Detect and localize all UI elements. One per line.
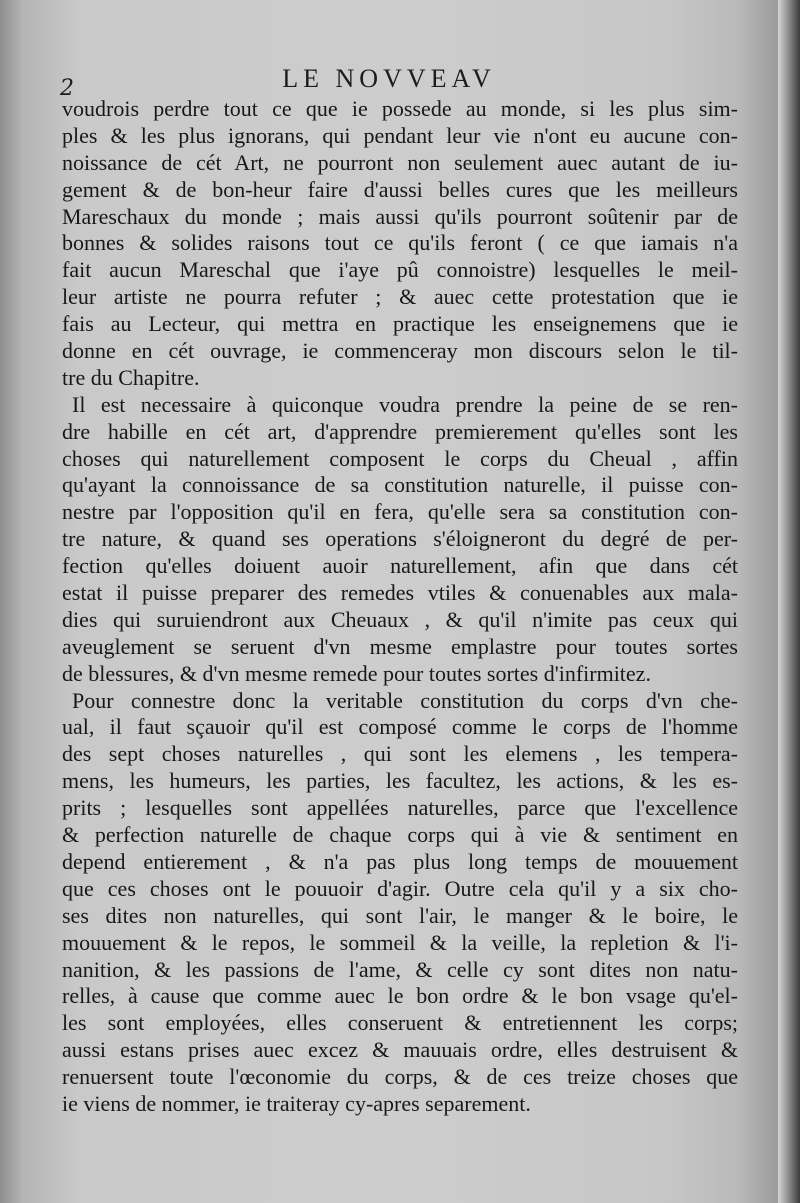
text-line: fais au Lecteur, qui mettra en practique les enseignemens que ie — [62, 311, 738, 337]
text-line: depend entierement , & n'a pas plus long temps de mouuement — [62, 848, 738, 874]
text-line: relles, à cause que comme auec le bon ordre & le bon vsage qu'el- — [62, 983, 738, 1009]
text-line: ples & les plus ignorans, qui pendant leur vie n'ont eu aucune con- — [62, 122, 738, 148]
text-line: tre nature, & quand ses operations s'éloigneront du degré de per- — [62, 526, 738, 552]
text-line: renuersent toute l'œconomie du corps, & de ces treize choses que — [62, 1064, 738, 1090]
text-line: dies qui suruiendront aux Cheuaux , & qu'il n'imite pas ceux qui — [62, 606, 738, 632]
text-line: des sept choses naturelles , qui sont les elemens , les tempera- — [62, 741, 738, 767]
text-line: mens, les humeurs, les parties, les facultez, les actions, & les es- — [62, 768, 738, 794]
text-line: tre du Chapitre. — [62, 364, 200, 390]
text-line: que ces choses ont le pouuoir d'agir. Outre cela qu'il y a six cho- — [62, 875, 738, 901]
text-line: & perfection naturelle de chaque corps qui à vie & sentiment en — [62, 822, 738, 848]
page-number: 2 — [60, 76, 74, 101]
text-line: de blessures, & d'vn mesme remede pour toutes sortes d'infirmitez. — [62, 660, 651, 686]
paragraph-start-line: Il est necessaire à quiconque voudra prendre la peine de se ren- — [72, 391, 738, 417]
text-line: ses dites non naturelles, qui sont l'air, le manger & le boire, le — [62, 902, 738, 928]
text-line: voudrois perdre tout ce que ie possede au monde, si les plus sim- — [62, 96, 738, 121]
text-line: les sont employées, elles conseruent & entretiennent les corps; — [62, 1010, 738, 1036]
text-line: noissance de cét Art, ne pourront non seulement auec autant de iu- — [62, 149, 738, 175]
text-line: estat il puisse preparer des remedes vtiles & conuenables aux mala- — [62, 580, 738, 606]
text-line: ual, il faut sçauoir qu'il est composé comme le corps de l'homme — [62, 714, 738, 740]
text-line: dre habille en cét art, d'apprendre premierement qu'elles sont les — [62, 418, 738, 444]
text-line: fait aucun Mareschal que i'aye pû connoistre) lesquelles le meil- — [62, 257, 738, 283]
text-line: prits ; lesquelles sont appellées naturelles, parce que l'excellence — [62, 795, 738, 821]
text-line: aveuglement se seruent d'vn mesme emplastre pour toutes sortes — [62, 633, 738, 659]
text-line: mouuement & le repos, le sommeil & la veille, la repletion & l'i- — [62, 929, 738, 955]
text-line: choses qui naturellement composent le corps du Cheual , affin — [62, 445, 738, 471]
text-line: fection qu'elles doiuent auoir naturellement, afin que dans cét — [62, 553, 738, 579]
body-text — [62, 96, 738, 1118]
page-edge — [778, 0, 800, 1203]
text-line: donne en cét ouvrage, ie commenceray mon discours selon le til- — [62, 338, 738, 364]
text-line: leur artiste ne pourra refuter ; & auec cette protestation que ie — [62, 284, 738, 310]
text-line: Mareschaux du monde ; mais aussi qu'ils pourront soûtenir par de — [62, 203, 738, 229]
text-line: qu'ayant la connoissance de sa constitution naturelle, il puisse con- — [62, 472, 738, 498]
text-line: aussi estans prises auec excez & mauuais ordre, elles destruisent & — [62, 1037, 738, 1063]
text-line: ie viens de nommer, ie traiteray cy-apres separement. — [62, 1090, 531, 1116]
paragraph-start-line: Pour connestre donc la veritable constitution du corps d'vn che- — [72, 687, 738, 713]
running-head: LE NOVVEAV — [282, 64, 496, 93]
text-line: nanition, & les passions de l'ame, & celle cy sont dites non natu- — [62, 956, 738, 982]
text-line: gement & de bon-heur faire d'aussi belles cures que les meilleurs — [62, 176, 738, 202]
text-line: nestre par l'opposition qu'il en fera, qu'elle sera sa constitution con- — [62, 499, 738, 525]
text-line: bonnes & solides raisons tout ce qu'ils feront ( ce que iamais n'a — [62, 230, 738, 256]
